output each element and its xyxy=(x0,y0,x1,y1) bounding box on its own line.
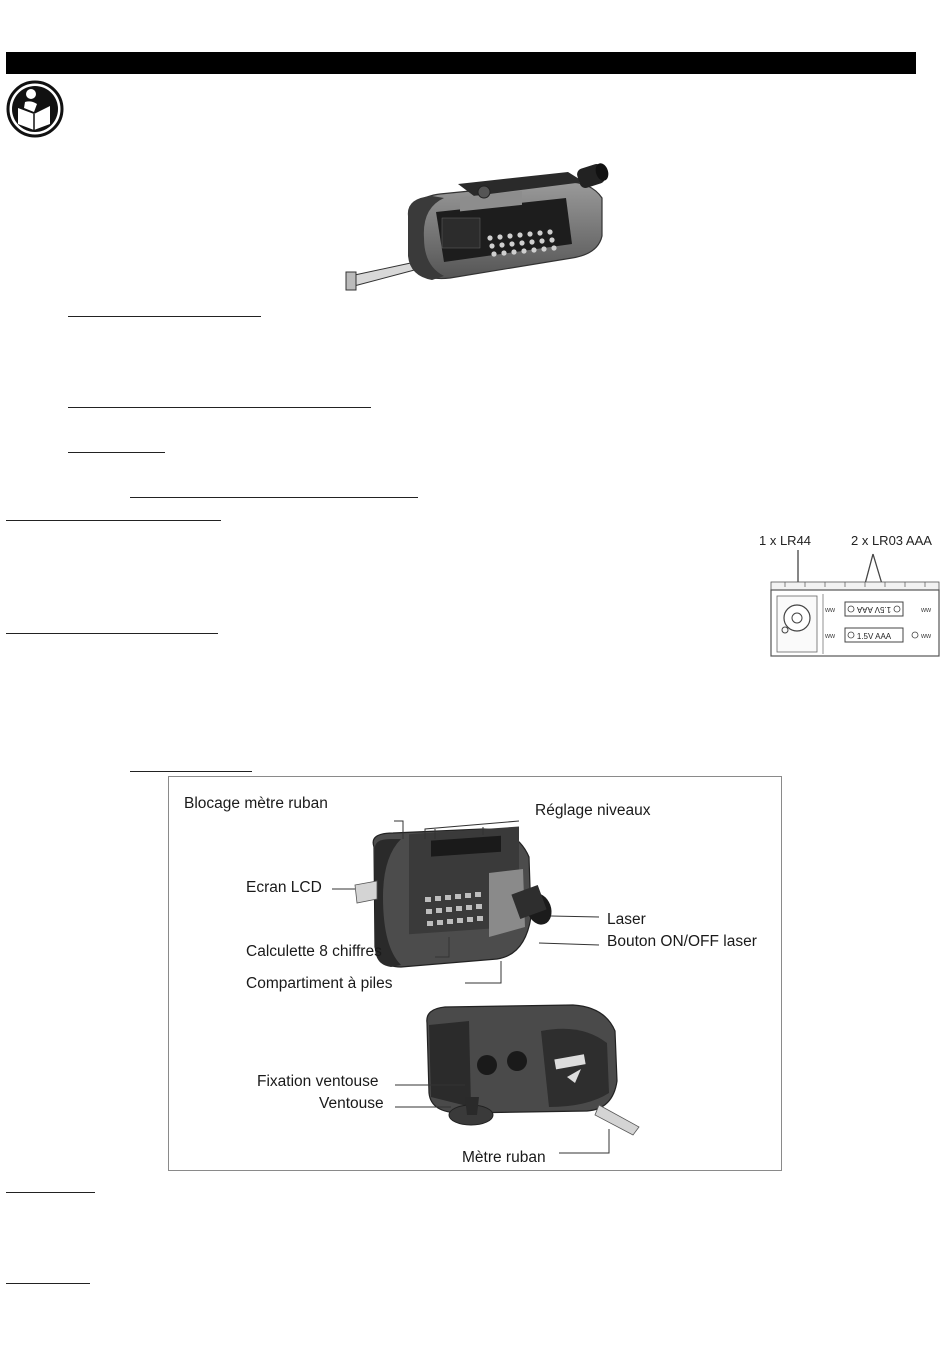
section-heading-underline-8 xyxy=(6,1192,95,1193)
label-battery-compartment: Compartiment à piles xyxy=(246,975,393,992)
section-heading-underline-4 xyxy=(130,497,418,498)
product-diagram xyxy=(168,776,782,1171)
battery-cell-top: 1.5V AAA xyxy=(856,605,892,614)
label-level-adjust: Réglage niveaux xyxy=(535,802,651,819)
label-lcd: Ecran LCD xyxy=(246,879,322,896)
label-laser: Laser xyxy=(607,911,646,928)
label-tape: Mètre ruban xyxy=(462,1149,546,1166)
svg-text:ww: ww xyxy=(921,633,932,640)
header-bar xyxy=(6,52,916,74)
section-heading-underline-1 xyxy=(68,316,261,317)
section-heading-underline-2 xyxy=(68,407,371,408)
section-heading-underline-7 xyxy=(130,771,252,772)
label-tape-lock: Blocage mètre ruban xyxy=(184,795,328,812)
label-suction-mount: Fixation ventouse xyxy=(257,1073,379,1090)
section-heading-underline-5 xyxy=(6,520,221,521)
battery-lr44-label: 1 x LR44 xyxy=(759,533,812,548)
section-heading-underline-9 xyxy=(6,1283,90,1284)
label-calculator: Calculette 8 chiffres xyxy=(246,943,382,960)
read-manual-icon xyxy=(6,80,64,138)
svg-text:ww: ww xyxy=(825,633,836,640)
svg-text:ww: ww xyxy=(921,607,932,614)
label-suction-cup: Ventouse xyxy=(319,1095,384,1112)
section-heading-underline-3 xyxy=(68,452,165,453)
battery-lr03-label: 2 x LR03 AAA xyxy=(851,533,932,548)
section-heading-underline-6 xyxy=(6,633,218,634)
label-laser-switch: Bouton ON/OFF laser xyxy=(607,933,757,950)
battery-compartment-figure xyxy=(765,550,943,660)
svg-text:ww: ww xyxy=(825,607,836,614)
battery-cell-bottom: 1.5V AAA xyxy=(856,632,892,641)
product-illustration xyxy=(340,158,620,303)
